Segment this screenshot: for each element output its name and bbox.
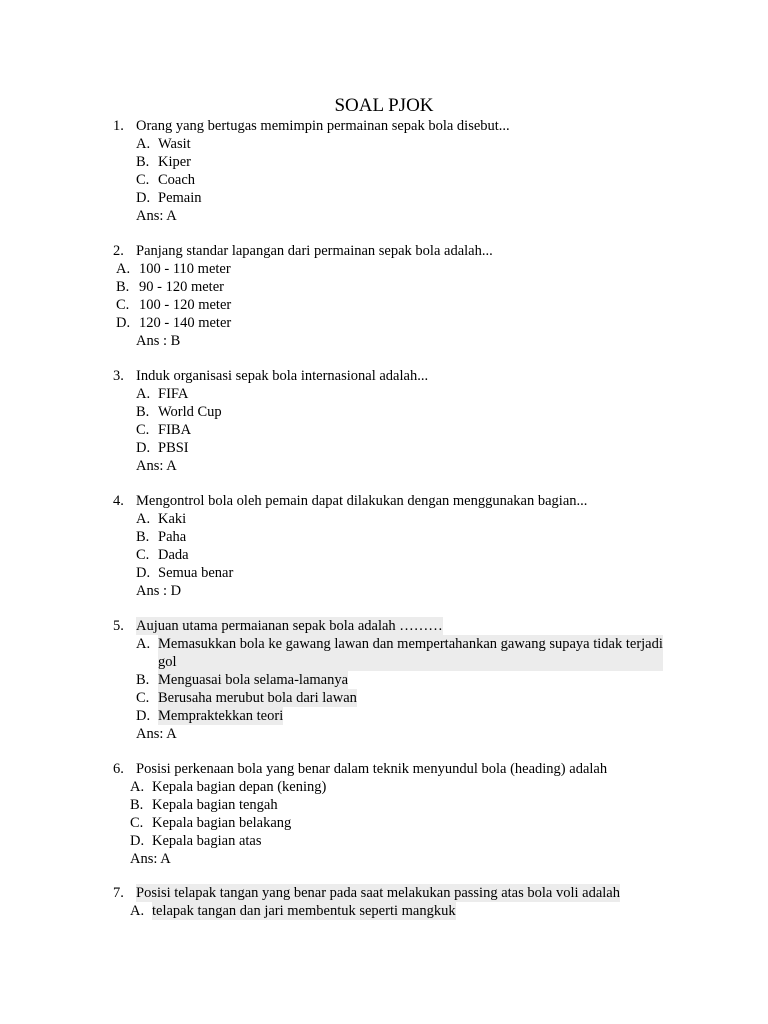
answer-option [0,421,768,439]
question-text: Posisi perkenaan bola yang benar dalam teknik menyundul bola (heading) adalah [136,761,608,777]
answer-option [0,902,768,920]
question-number: 4. [113,493,124,509]
option-letter: C. [136,690,150,706]
option-letter: D. [116,315,131,331]
option-letter: B. [136,529,150,545]
answer-key [0,582,768,600]
option-text: PBSI [158,440,189,456]
option-letter: D. [136,565,151,581]
option-text: FIBA [158,422,192,438]
option-letter: B. [136,404,150,420]
option-letter: A. [116,261,131,277]
answer-key-text: Ans: A [136,208,177,224]
option-text: Mempraktekkan teori [158,708,284,724]
question-text: Mengontrol bola oleh pemain dapat dilakukan dengan menggunakan bagian... [136,493,588,509]
answer-option [0,189,768,207]
option-letter: B. [116,279,130,295]
option-text: 100 - 120 meter [139,297,232,313]
answer-option [0,314,768,332]
option-letter: C. [116,297,130,313]
option-text: Wasit [158,136,191,152]
option-text: Kepala bagian atas [152,833,262,849]
option-text: FIFA [158,386,189,402]
option-letter: D. [136,190,151,206]
answer-option [0,135,768,153]
question-number: 3. [113,368,124,384]
question-line [0,492,768,510]
answer-option [0,814,768,832]
answer-option [0,260,768,278]
option-text: Kaki [158,511,187,527]
question-text: Posisi telapak tangan yang benar pada saat melakukan passing atas bola voli adalah [136,885,620,901]
answer-key-text: Ans : D [136,583,182,599]
answer-key-text: Ans: A [136,458,177,474]
question-line [0,760,768,778]
option-text: 120 - 140 meter [139,315,232,331]
option-letter: A. [136,136,151,152]
question-block [0,242,768,350]
option-letter: D. [130,833,145,849]
question-number: 6. [113,761,124,777]
option-text: telapak tangan dan jari membentuk seperti mangkuk [152,903,456,919]
question-text: Induk organisasi sepak bola internasional adalah... [136,368,429,384]
answer-option [0,707,768,725]
question-text: Orang yang bertugas memimpin permainan sepak bola disebut... [136,118,510,134]
option-letter: B. [136,672,150,688]
option-letter: B. [130,797,144,813]
answer-option [0,778,768,796]
question-block [0,884,768,920]
option-text: Berusaha merubut bola dari lawan [158,690,357,706]
answer-option [0,832,768,850]
answer-key [0,207,768,225]
question-text: Aujuan utama permaianan sepak bola adalah ……… [136,618,443,634]
option-text: 100 - 110 meter [139,261,231,277]
answer-option [0,796,768,814]
question-line [0,367,768,385]
option-text: Paha [158,529,187,545]
question-line [0,242,768,260]
option-letter: A. [136,511,151,527]
option-text: Pemain [158,190,202,206]
document-title: SOAL PJOK [334,95,434,116]
option-letter: D. [136,708,151,724]
option-letter: A. [136,636,151,652]
option-letter: A. [130,903,145,919]
answer-option [0,689,768,707]
answer-option [0,564,768,582]
answer-option [0,171,768,189]
question-number: 7. [113,885,124,901]
answer-option [0,296,768,314]
question-line [0,117,768,135]
question-block [0,117,768,225]
option-text: Kepala bagian belakang [152,815,292,831]
question-block [0,760,768,868]
answer-key-text: Ans: A [136,726,177,742]
answer-option [0,510,768,528]
answer-option [0,671,768,689]
option-letter: C. [136,547,150,563]
question-text: Panjang standar lapangan dari permainan sepak bola adalah... [136,243,493,259]
answer-option [0,528,768,546]
answer-option [0,546,768,564]
answer-key-text: Ans: A [130,851,171,867]
option-letter: C. [136,422,150,438]
answer-key [0,725,768,743]
option-text: Kepala bagian tengah [152,797,278,813]
option-text: World Cup [158,404,222,420]
option-letter: C. [136,172,150,188]
question-block [0,492,768,600]
answer-option [0,635,768,671]
answer-option [0,385,768,403]
option-letter: B. [136,154,150,170]
option-letter: A. [136,386,151,402]
option-letter: C. [130,815,144,831]
question-number: 5. [113,618,124,634]
answer-option [0,278,768,296]
answer-option [0,153,768,171]
option-letter: A. [130,779,145,795]
option-text: Memasukkan bola ke gawang lawan dan mempertahankan gawang supaya tidak terjadi gol [158,636,663,670]
question-line [0,617,768,635]
answer-key [0,332,768,350]
option-text: Coach [158,172,196,188]
question-number: 2. [113,243,124,259]
question-block [0,367,768,475]
option-text: Semua benar [158,565,234,581]
question-number: 1. [113,118,124,134]
option-text: Kiper [158,154,192,170]
answer-key [0,457,768,475]
option-text: Kepala bagian depan (kening) [152,779,327,795]
option-letter: D. [136,440,151,456]
option-text: Menguasai bola selama-lamanya [158,672,349,688]
answer-option [0,439,768,457]
answer-key [0,850,768,868]
answer-key-text: Ans : B [136,333,181,349]
question-block [0,617,768,743]
option-text: 90 - 120 meter [139,279,224,295]
option-text: Dada [158,547,189,563]
answer-option [0,403,768,421]
question-line [0,884,768,902]
